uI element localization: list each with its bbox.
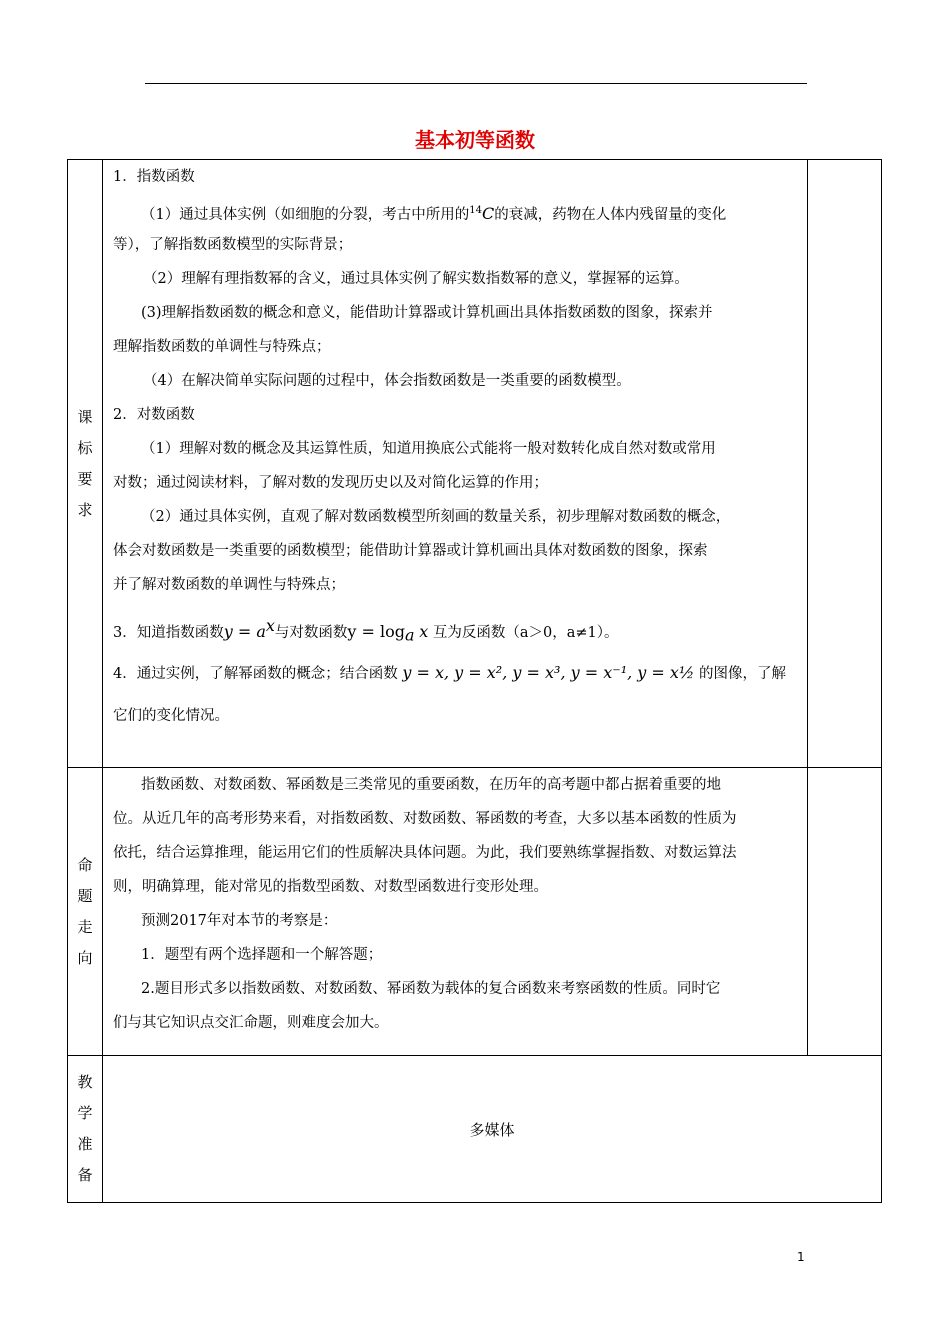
kebiao-p4: （4）在解决简单实际问题的过程中，体会指数函数是一类重要的函数模型。: [143, 373, 631, 389]
label-mingti: 命 题 走 向: [68, 768, 103, 1056]
header-rule: [145, 83, 807, 84]
kebiao-item4: 4．通过实例，了解幂函数的概念；结合函数 y = x, y = x², y = x³, y = x⁻¹, y = x½ 的图像，了解: [113, 663, 787, 682]
heading-exponential: 1．指数函数: [113, 169, 195, 185]
mingti-l1: 指数函数、对数函数、幂函数是三类常见的重要函数，在历年的高考题中都占据着重要的地: [141, 777, 721, 793]
row-kebiao: [68, 160, 882, 768]
power-functions-formula: y = x, y = x², y = x³, y = x⁻¹, y = x½: [402, 663, 695, 682]
row-jiaoxue: [68, 1056, 882, 1203]
kebiao-notes: [808, 160, 882, 768]
mingti-l7: 2.题目形式多以指数函数、对数函数、幂函数为载体的复合函数来考察函数的性质。同时它: [141, 981, 721, 997]
mingti-l8: 们与其它知识点交汇命题，则难度会加大。: [113, 1015, 389, 1031]
kebiao-p2: （2）理解有理指数幂的含义，通过具体实例了解实数指数幂的意义，掌握幂的运算。: [143, 271, 689, 287]
mingti-notes: [808, 768, 882, 1056]
page-number: 1: [797, 1250, 805, 1264]
kebiao-content: [103, 160, 808, 768]
page-title: 基本初等函数: [415, 128, 535, 152]
lesson-table: [67, 159, 882, 1203]
heading-logarithmic: 2．对数函数: [113, 407, 195, 423]
kebiao-q1a: （1）理解对数的概念及其运算性质，知道用换底公式能将一般对数转化成自然对数或常用: [141, 441, 716, 457]
kebiao-p3a: (3)理解指数函数的概念和意义，能借助计算器或计算机画出具体指数函数的图象，探索并: [141, 305, 713, 321]
kebiao-q1b: 对数；通过阅读材料，了解对数的发现历史以及对简化运算的作用；: [113, 475, 548, 491]
kebiao-item4b: 它们的变化情况。: [113, 708, 229, 724]
kebiao-p3b: 理解指数函数的单调性与特殊点；: [113, 339, 331, 355]
label-jiaoxue: 教 学 准 备: [68, 1056, 103, 1203]
row-mingti: [68, 768, 882, 1056]
mingti-l4: 则，明确算理，能对常见的指数型函数、对数型函数进行变形处理。: [113, 879, 548, 895]
kebiao-q2b: 体会对数函数是一类重要的函数模型；能借助计算器或计算机画出具体对数函数的图象，探索: [113, 543, 708, 559]
mingti-l6: 1．题型有两个选择题和一个解答题；: [141, 947, 383, 963]
kebiao-item3: 3．知道指数函数$y = a^x$与对数函数$y = \log_a x$ 互为反函数（a＞0，a≠1）。: [113, 616, 619, 645]
mingti-l5: 预测2017年对本节的考察是：: [141, 913, 338, 929]
label-kebiao: 课 标 要 求: [68, 160, 103, 768]
mingti-l3: 依托，结合运算推理，能运用它们的性质解决具体问题。为此，我们要熟练掌握指数、对数运算法: [113, 845, 737, 861]
kebiao-p1a: （1）通过具体实例（如细胞的分裂，考古中所用的$^{14}$C的衰减，药物在人体内残留量的变化: [141, 203, 727, 223]
mingti-l2: 位。从近几年的高考形势来看，对指数函数、对数函数、幂函数的考查，大多以基本函数的性质为: [113, 811, 737, 827]
kebiao-q2a: （2）通过具体实例，直观了解对数函数模型所刻画的数量关系，初步理解对数函数的概念，: [141, 509, 731, 525]
kebiao-q2c: 并了解对数函数的单调性与特殊点；: [113, 577, 345, 593]
kebiao-p1b: 等），了解指数函数模型的实际背景；: [113, 237, 353, 253]
mingti-content: [103, 768, 808, 1056]
jiaoxue-content: 多媒体: [103, 1056, 882, 1203]
